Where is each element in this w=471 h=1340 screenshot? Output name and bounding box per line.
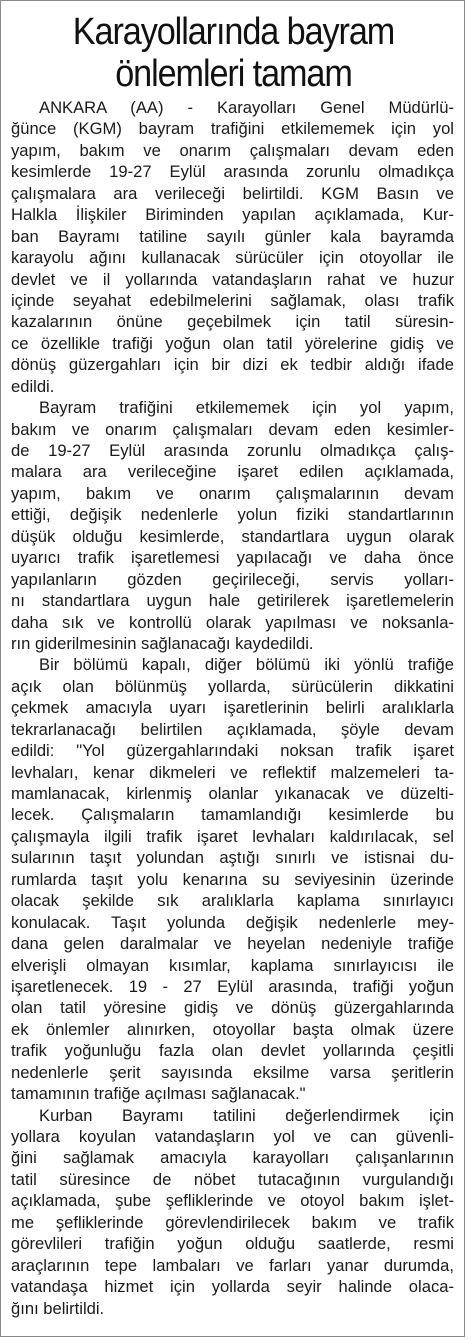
paragraph-line: ğünce (KGM) bayram trafiğini etkilememek için yol [11, 119, 454, 139]
paragraph-line: rumlarda taşıt yolu kenarına su seviyesinin üzerinde [11, 869, 454, 889]
paragraph-line: içinde seyahat edebilmelerini sağlamak, olası trafik [11, 290, 454, 310]
paragraph-line: konulacak. Taşıt yolunda değişik nedenlerle mey- [11, 912, 454, 932]
paragraph-line: çekmek amacıyla uyarı işaretlerinin belirli aralıklarla [11, 698, 454, 718]
paragraph-line: kazalarının önüne geçebilmek için tatil süresin- [11, 312, 454, 332]
paragraph-line: daha sık ve kontrollü olarak yapılması ve noksanla- [11, 612, 454, 632]
paragraph-line: ettiği, değişik nedenlerle yolun fiziki standartlarının [11, 505, 454, 525]
paragraph-line: kesimlerde 19-27 Eylül arasında zorunlu olmadıkça [11, 162, 454, 182]
paragraph-line: trafik yoğunluğu fazla olan devlet yollarında çeşitli [11, 1041, 454, 1061]
paragraph-line: ban Bayramı tatiline sayılı günler kala bayramda [11, 226, 454, 246]
headline [24, 11, 443, 95]
paragraph-line: düşük olduğu kesimlerde, standartlara uygun olarak [11, 526, 454, 546]
paragraph-line: lecek. Çalışmaların tamamlandığı kesimlerde bu [11, 805, 454, 825]
paragraph-line: nedenlerle şerit sayısında eksilme varsa şeritlerin [11, 1062, 454, 1082]
paragraph-line: Kurban Bayramı tatilini değerlendirmek için [39, 1105, 454, 1125]
paragraph-line: dönüş güzergahları için bir dizi ek tedbir aldığı ifade [11, 355, 454, 375]
paragraph-line: edildi. [11, 376, 55, 396]
article-paragraph [11, 654, 454, 1104]
paragraph-line: tekrarlanacağı belirtilen açıklamada, şöyle devam [11, 719, 454, 739]
paragraph-line: ğini sağlamak amacıyla karayolları çalışanlarının [11, 1148, 454, 1168]
paragraph-line: olan tatil yöresine gidiş ve dönüş güzergahlarında [11, 998, 454, 1018]
paragraph-line: dana gelen daralmalar ve heyelan nedeniyle trafiğe [11, 934, 454, 954]
paragraph-line: olacak şekilde sık aralıklarla kaplama sınırlayıcı [11, 891, 454, 911]
paragraph-line: yapım, bakım ve onarım çalışmaları devam eden [11, 140, 454, 160]
paragraph-line: tamamının trafiğe açılması sağlanacak." [11, 1084, 306, 1104]
paragraph-line: uyarıcı trafik işaretlemesi yapılacağı ve daha önce [11, 548, 454, 568]
paragraph-line: araçlarının tepe lambaları ve farları yanar durumda, [11, 1255, 454, 1275]
paragraph-line: elverişli olmayan kısımlar, kaplama sınırlayıcısı ile [11, 955, 454, 975]
paragraph-line: yapılanların gözden geçirileceği, servis yolları- [11, 569, 454, 589]
paragraph-line: edildi: "Yol güzergahlarındaki noksan trafik işaret [11, 741, 454, 761]
article-paragraph [11, 97, 454, 397]
paragraph-line: çalışmayla ilgili trafik işaret levhaları kaldırılacak, sel [11, 826, 454, 846]
paragraph-line: karayolu ağını kullanacak sürücüler için otoyollar ile [11, 248, 454, 268]
article-body [11, 97, 454, 1319]
paragraph-line: devlet ve il yollarında vatandaşların rahat ve huzur [11, 269, 454, 289]
paragraph-line: me şefliklerinde görevlendirilecek bakım ve trafik [11, 1212, 454, 1232]
paragraph-line: tatil süresince de nöbet tutacağının vurgulandığı [11, 1169, 454, 1189]
paragraph-line: ce özellikle trafiği yoğun olan tatil yörelerine gidiş ve [11, 333, 454, 353]
article-paragraph [11, 1105, 454, 1319]
paragraph-line: işaretlenecek. 19 - 27 Eylül arasında, trafiği yoğun [11, 976, 454, 996]
paragraph-line: yapım, bakım ve onarım çalışmalarının devam [11, 483, 454, 503]
paragraph-line: nı standartlara uygun hale getirilerek işaretlemelerin [11, 591, 454, 611]
paragraph-line: bakım ve onarım çalışmaları devam eden kesimler- [11, 419, 454, 439]
paragraph-line: Halkla İlişkiler Biriminden yapılan açıklamada, Kur- [11, 205, 454, 225]
paragraph-line: açıklamada, şube şefliklerinde ve otoyol bakım işlet- [11, 1191, 454, 1211]
article-paragraph [11, 397, 454, 654]
paragraph-line: ek önlemler alınırken, otoyollar başta olmak üzere [11, 1019, 454, 1039]
headline-line: Karayollarında bayram [72, 11, 395, 53]
paragraph-line: vatandaşa hizmet için yollarda seyir halinde olaca- [11, 1277, 454, 1297]
paragraph-line: sularının taşıt yolundan aştığı sınırlı ve istisnai du- [11, 848, 454, 868]
paragraph-line: mamlanacak, kirlenmiş olanlar yıkanacak ve düzelti- [11, 784, 454, 803]
paragraph-line: Bir bölümü kapalı, diğer bölümü iki yönlü trafiğe [39, 655, 454, 675]
paragraph-line: görevlileri trafiğin yoğun olduğu saatlerde, resmi [11, 1234, 454, 1254]
paragraph-line: ANKARA (AA) - Karayolları Genel Müdürlü- [39, 98, 454, 117]
paragraph-line: yollara koyulan vatandaşların yol ve can güvenli- [11, 1127, 454, 1146]
paragraph-line: çalışmalara ara verileceği belirtildi. KGM Basın ve [11, 183, 454, 203]
paragraph-line: de 19-27 Eylül arasında zorunlu olmadıkça çalış- [11, 441, 454, 460]
paragraph-line: ğını belirtildi. [11, 1298, 105, 1318]
headline-line: önlemleri tamam [115, 53, 352, 95]
paragraph-line: malara ara verileceğine işaret edilen açıklamada, [11, 462, 454, 482]
paragraph-line: rın giderilmesinin sağlanacağı kaydedildi. [11, 633, 314, 653]
paragraph-line: açık olan bölünmüş yollarda, sürücülerin dikkatini [11, 676, 454, 696]
paragraph-line: Bayram trafiğini etkilememek için yol yapım, [39, 398, 454, 418]
paragraph-line: levhaları, kenar dikmeleri ve reflektif malzemeleri ta- [11, 762, 454, 782]
